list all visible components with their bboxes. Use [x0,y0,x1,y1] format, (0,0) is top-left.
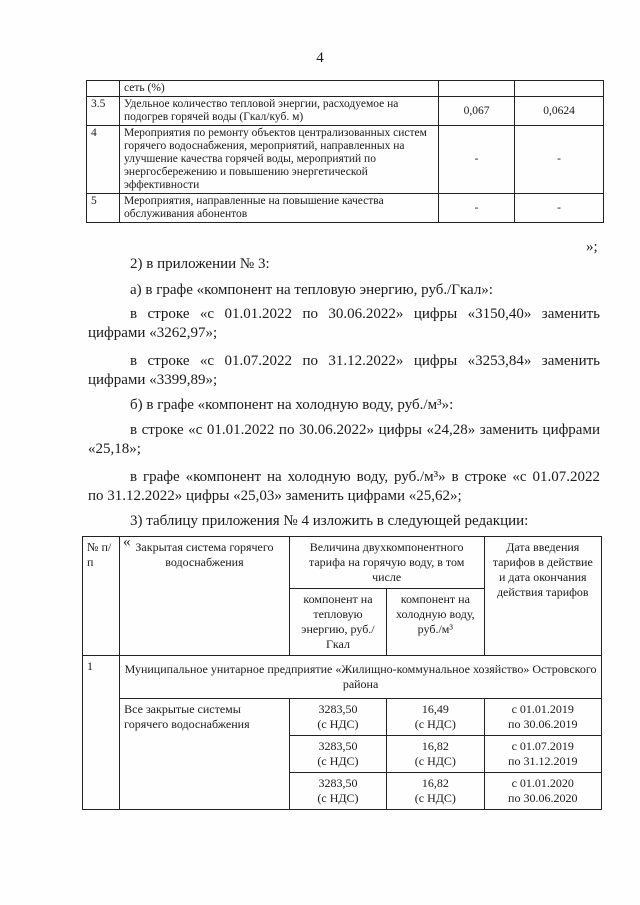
thermal-value: 3283,50 [318,776,358,790]
row-name: Мероприятия по ремонту объектов централизованных систем горячего водоснабжения, мероприятий, направленных на улучшение качества горячей воды, мероприятий по энергосбережению и повышению энергетической эффективности [120,126,439,194]
cold-vat: (с НДС) [414,717,456,731]
paragraph-cold-row-2: в графе «компонент на холодную воду, руб./м³» в строке «с 01.07.2022 [130,469,600,485]
dates-cell [484,699,601,736]
table-row [87,81,604,97]
paragraph-thermal-row-1: в строке «с 01.01.2022 по 30.06.2022» цифры «3150,40» заменить [130,306,600,322]
header-dates: Дата введения тарифов в действие и дата окончания действия тарифов [484,537,601,656]
paragraph-thermal-column: а) в графе «компонент на тепловую энергию, руб./Гкал»: [130,282,493,298]
paragraph-cold-column: б) в графе «компонент на холодную воду, руб./м³»: [130,397,454,413]
row-name: сеть (%) [120,81,439,97]
cold-vat: (с НДС) [414,754,456,768]
cold-vat: (с НДС) [414,791,456,805]
table-row [83,656,602,699]
cold-value: 16,49 [421,702,449,716]
thermal-cell [289,773,386,810]
row-number: 3.5 [87,97,120,126]
thermal-value: 3283,50 [318,739,358,753]
table-row [87,194,604,223]
dates-cell [484,736,601,773]
cold-cell [387,736,484,773]
header-cold: компонент на холодную воду, руб./м³ [387,589,484,656]
tariff-table [82,536,602,810]
row-value-1: 0,067 [439,97,515,126]
paragraph-cold-row-1-cont: «25,18»; [88,441,141,457]
date-to: по 31.12.2019 [508,754,578,768]
row-number: 4 [87,126,120,194]
system-name: Все закрытые системы горячего водоснабжения [120,699,290,810]
row-value-2: - [515,126,604,194]
thermal-cell [289,699,386,736]
table-header-row [83,537,602,589]
table-row [87,126,604,194]
header-tariff: Величина двухкомпонентного тарифа на горячую воду, в том числе [289,537,484,589]
table-closing-quote: »; [586,239,598,255]
row-value-2: 0,0624 [515,97,604,126]
paragraph-thermal-row-2-cont: цифрами «3399,89»; [88,372,218,388]
cold-cell [387,773,484,810]
thermal-vat: (с НДС) [317,754,359,768]
org-name: Муниципальное унитарное предприятие «Жилищно-коммунальное хозяйство» Островского района [120,656,602,699]
row-number: 5 [87,194,120,223]
cold-value: 16,82 [421,739,449,753]
row-name: Удельное количество тепловой энергии, расходуемое на подогрев горячей воды (Гкал/куб. м) [120,97,439,126]
org-number: 1 [83,656,120,810]
opening-quote: « [123,534,131,550]
table-row [83,699,602,736]
thermal-vat: (с НДС) [317,791,359,805]
row-value-1: - [439,126,515,194]
paragraph-cold-row-2-cont: по 31.12.2022» цифры «25,03» заменить цифрами «25,62»; [88,488,462,504]
thermal-vat: (с НДС) [317,717,359,731]
paragraph-thermal-row-1-cont: цифрами «3262,97»; [88,325,218,341]
cold-value: 16,82 [421,776,449,790]
thermal-value: 3283,50 [318,702,358,716]
paragraph-appendix-4: 3) таблицу приложения № 4 изложить в следующей редакции: [130,513,529,529]
header-num: № п/п [83,537,120,656]
thermal-cell [289,736,386,773]
date-from: с 01.01.2019 [511,702,574,716]
paragraph-cold-row-1: в строке «с 01.01.2022 по 30.06.2022» цифры «24,28» заменить цифрами [130,422,600,438]
date-to: по 30.06.2020 [508,791,578,805]
date-to: по 30.06.2019 [508,717,578,731]
row-value-1: - [439,194,515,223]
header-thermal: компонент на тепловую энергию, руб./Гкал [289,589,386,656]
row-value-2: - [515,194,604,223]
indicators-table [86,80,604,223]
date-from: с 01.01.2020 [511,776,574,790]
dates-cell [484,773,601,810]
row-name: Мероприятия, направленные на повышение качества обслуживания абонентов [120,194,439,223]
table-row [87,97,604,126]
page-number: 4 [316,50,324,66]
row-value-1 [439,81,515,97]
paragraph-appendix-3: 2) в приложении № 3: [130,256,270,272]
header-system: Закрытая система горячего водоснабжения [120,537,290,656]
row-value-2 [515,81,604,97]
paragraph-thermal-row-2: в строке «с 01.07.2022 по 31.12.2022» цифры «3253,84» заменить [130,353,600,369]
cold-cell [387,699,484,736]
date-from: с 01.07.2019 [511,739,574,753]
row-number [87,81,120,97]
